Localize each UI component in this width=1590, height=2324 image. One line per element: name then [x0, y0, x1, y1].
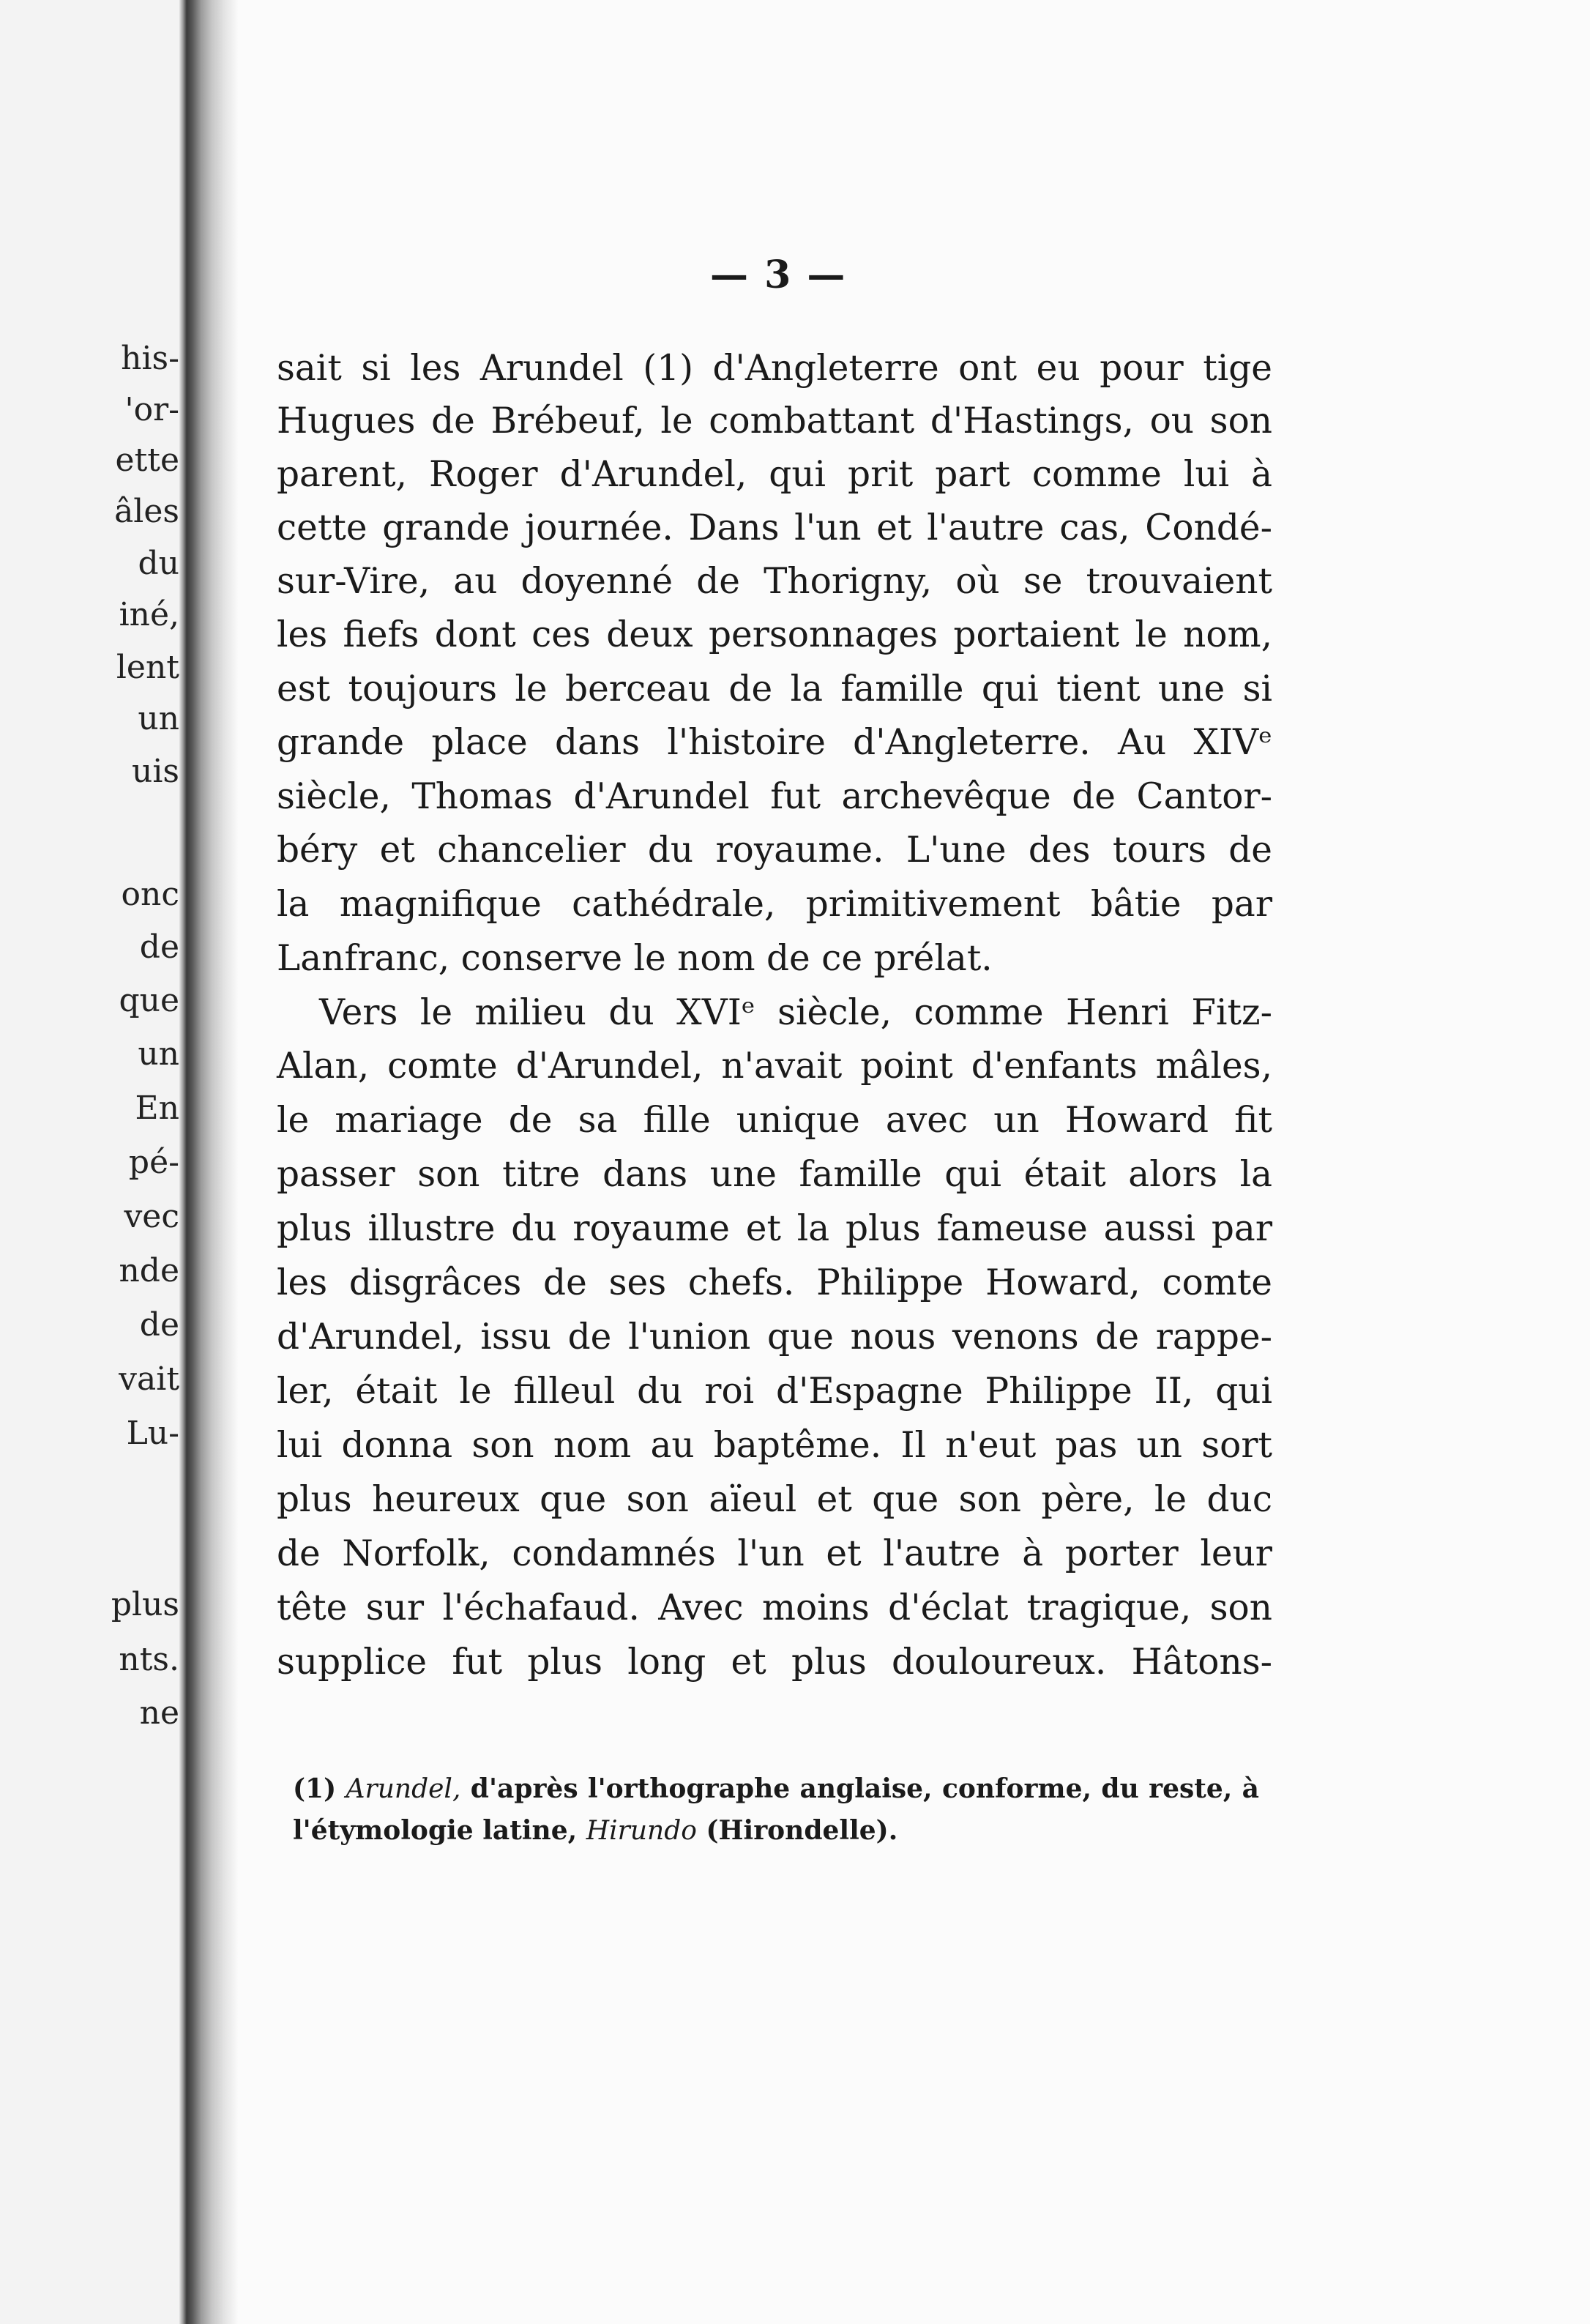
left-fragment: his- — [121, 340, 179, 377]
text-line: Alan, comte d'Arundel, n'avait point d'enfants mâles, — [277, 1046, 1272, 1087]
left-fragment: vec — [124, 1198, 179, 1235]
left-fragment: ne — [139, 1694, 179, 1732]
left-fragment: de — [139, 928, 179, 966]
text-line: sur-Vire, au doyenné de Thorigny, où se trouvaient — [277, 561, 1272, 602]
text-line: la magnifique cathédrale, primitivement bâtie par — [277, 884, 1272, 925]
text-line: Lanfranc, conserve le nom de ce prélat. — [277, 938, 993, 979]
footnote-text: l'étymologie latine, — [293, 1815, 578, 1846]
footnote-latin: Hirundo — [586, 1816, 697, 1846]
text-line: passer son titre dans une famille qui était alors la — [277, 1154, 1272, 1195]
text-line: le mariage de sa fille unique avec un Howard fit — [277, 1100, 1272, 1141]
left-fragment: pé- — [128, 1144, 179, 1181]
text-line: grande place dans l'histoire d'Angleterre. Au XIVᵉ — [277, 722, 1272, 763]
left-fragment: onc — [121, 876, 179, 913]
footnote-term: Arundel, — [346, 1774, 461, 1804]
text-line: cette grande journée. Dans l'un et l'autre cas, Condé- — [277, 507, 1272, 548]
left-fragment: iné, — [119, 596, 179, 633]
footnote-line-1 — [293, 1770, 1259, 1808]
footnote-text: (Hirondelle). — [706, 1815, 898, 1846]
left-fragment: nts. — [119, 1641, 179, 1678]
footnote-marker: (1) — [293, 1773, 337, 1804]
left-fragment: 'or- — [124, 391, 179, 428]
text-line: supplice fut plus long et plus douloureux. Hâtons- — [277, 1642, 1272, 1683]
text-line: de Norfolk, condamnés l'un et l'autre à porter leur — [277, 1533, 1272, 1574]
text-line: parent, Roger d'Arundel, qui prit part comme lui à — [277, 454, 1272, 495]
left-fragment: un — [138, 1035, 179, 1073]
text-line: les fiefs dont ces deux personnages portaient le nom, — [277, 614, 1272, 655]
text-line: plus illustre du royaume et la plus fameuse aussi par — [277, 1208, 1272, 1249]
left-fragment: vait — [119, 1360, 179, 1398]
left-fragment: un — [138, 700, 179, 737]
text-line: lui donna son nom au baptême. Il n'eut pas un sort — [277, 1425, 1272, 1466]
text-line: Hugues de Brébeuf, le combattant d'Hastings, ou son — [277, 401, 1272, 442]
left-fragment: que — [119, 982, 179, 1019]
left-fragment: ette — [115, 442, 179, 479]
page-number: — 3 — — [710, 253, 847, 297]
text-line: sait si les Arundel (1) d'Angleterre ont eu pour tige — [277, 348, 1272, 389]
footnote-text: d'après l'orthographe anglaise, conforme, du reste, à — [470, 1773, 1259, 1804]
text-line: d'Arundel, issu de l'union que nous venons de rappe- — [277, 1316, 1272, 1357]
text-line: les disgrâces de ses chefs. Philippe Howard, comte — [277, 1262, 1272, 1303]
left-fragment: âles — [114, 493, 179, 530]
text-line: siècle, Thomas d'Arundel fut archevêque de Cantor- — [277, 776, 1272, 817]
left-fragment: En — [135, 1090, 179, 1127]
left-fragment: nde — [119, 1252, 179, 1289]
left-fragment: de — [139, 1306, 179, 1344]
text-line: béry et chancelier du royaume. L'une des tours de — [277, 830, 1272, 871]
text-line: tête sur l'échafaud. Avec moins d'éclat tragique, son — [277, 1587, 1272, 1628]
left-fragment: plus — [111, 1586, 179, 1623]
left-fragment: Lu- — [126, 1415, 179, 1452]
text-line: est toujours le berceau de la famille qui tient une si — [277, 668, 1272, 710]
text-line: Vers le milieu du XVIᵉ siècle, comme Henri Fitz- — [319, 992, 1272, 1033]
footnote-line-2 — [293, 1812, 1259, 1850]
text-line: ler, était le filleul du roi d'Espagne Philippe II, qui — [277, 1371, 1272, 1412]
left-fragment: lent — [116, 649, 179, 686]
text-line: plus heureux que son aïeul et que son père, le duc — [277, 1479, 1272, 1520]
left-fragment: du — [138, 545, 179, 582]
left-fragment: uis — [132, 753, 179, 790]
